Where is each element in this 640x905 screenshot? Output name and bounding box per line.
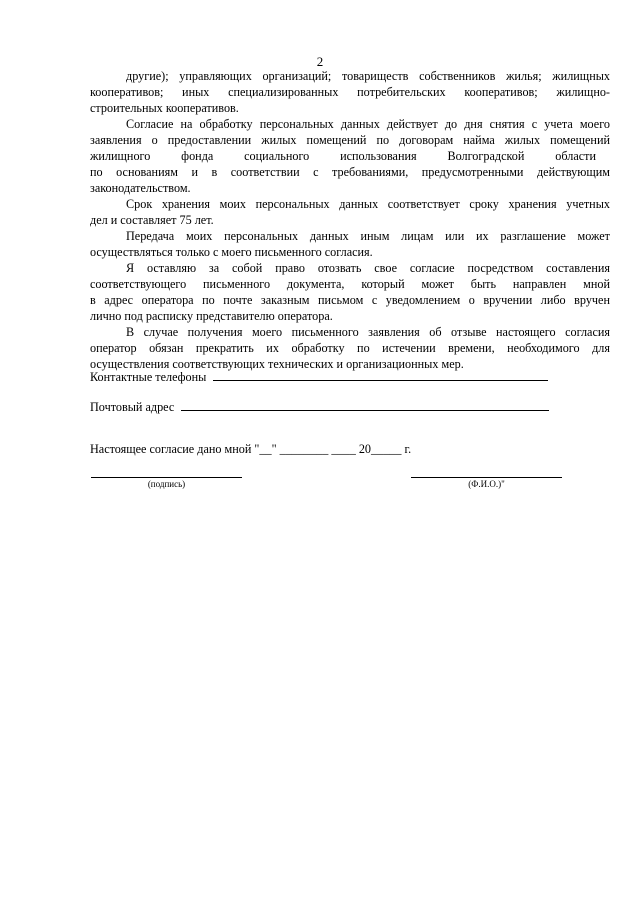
- text-line: жилищного фонда социального использования Волгоградской области: [90, 149, 596, 163]
- text-line: заявления о предоставлении жилых помещений по договорам найма жилых помещений: [90, 133, 610, 147]
- text-line: в адрес оператора по почте заказным письмом с уведомлением о вручении либо вручен: [90, 293, 610, 307]
- text-line: лично под расписку представителю оператора.: [90, 309, 333, 323]
- text-line: другие); управляющих организаций; товариществ собственников жилья; жилищных: [126, 69, 610, 83]
- text-line: осуществляться только с моего письменного согласия.: [90, 245, 373, 259]
- text-line: кооперативов; иных специализированных потребительских кооперативов; жилищно-: [90, 85, 610, 99]
- paragraph-revocation-processing: [90, 324, 610, 372]
- paragraph-data-transfer: [90, 228, 610, 260]
- text-line: законодательством.: [90, 181, 191, 195]
- document-body: [90, 68, 610, 372]
- consent-date-text: Настоящее согласие дано мной "__" ________ ____ 20_____ г.: [90, 442, 412, 456]
- text-line: соответствующего письменного документа, который может быть направлен мной: [90, 277, 610, 291]
- text-line: осуществления соответствующих технических и организационных мер.: [90, 357, 464, 371]
- paragraph-consent-duration: [90, 116, 610, 196]
- text-line: В случае получения моего письменного заявления об отзыве настоящего согласия: [126, 325, 610, 339]
- full-name-line[interactable]: [411, 477, 562, 478]
- consent-date-row: [90, 441, 411, 457]
- text-line: Согласие на обработку персональных данных действует до дня снятия с учета моего: [126, 117, 610, 131]
- text-line: по основаниям и в соответствии с требованиями, предусмотренными действующим: [90, 165, 610, 179]
- phones-label: Контактные телефоны: [90, 370, 207, 384]
- paragraph-organizations: [90, 68, 610, 116]
- text-line: Я оставляю за собой право отозвать свое согласие посредством составления: [126, 261, 610, 275]
- address-field-row: [90, 398, 549, 415]
- address-label: Почтовый адрес: [90, 400, 175, 414]
- phones-field-row: [90, 368, 548, 385]
- text-line: Передача моих персональных данных иным лицам или их разглашение может: [126, 229, 610, 243]
- address-input-line[interactable]: [181, 398, 549, 411]
- text-line: строительных кооперативов.: [90, 101, 239, 115]
- text-line: оператор обязан прекратить их обработку по истечении времени, необходимого для: [90, 341, 610, 355]
- text-line: Срок хранения моих персональных данных соответствует сроку хранения учетных: [126, 197, 610, 211]
- signature-line[interactable]: [91, 477, 242, 478]
- phones-input-line[interactable]: [213, 368, 548, 381]
- paragraph-revocation-right: [90, 260, 610, 324]
- text-line: дел и составляет 75 лет.: [90, 213, 214, 227]
- page-number: 2: [316, 54, 324, 69]
- paragraph-storage-term: [90, 196, 610, 228]
- signature-caption: (подпись): [147, 479, 186, 489]
- full-name-caption: (Ф.И.О.)": [468, 479, 505, 489]
